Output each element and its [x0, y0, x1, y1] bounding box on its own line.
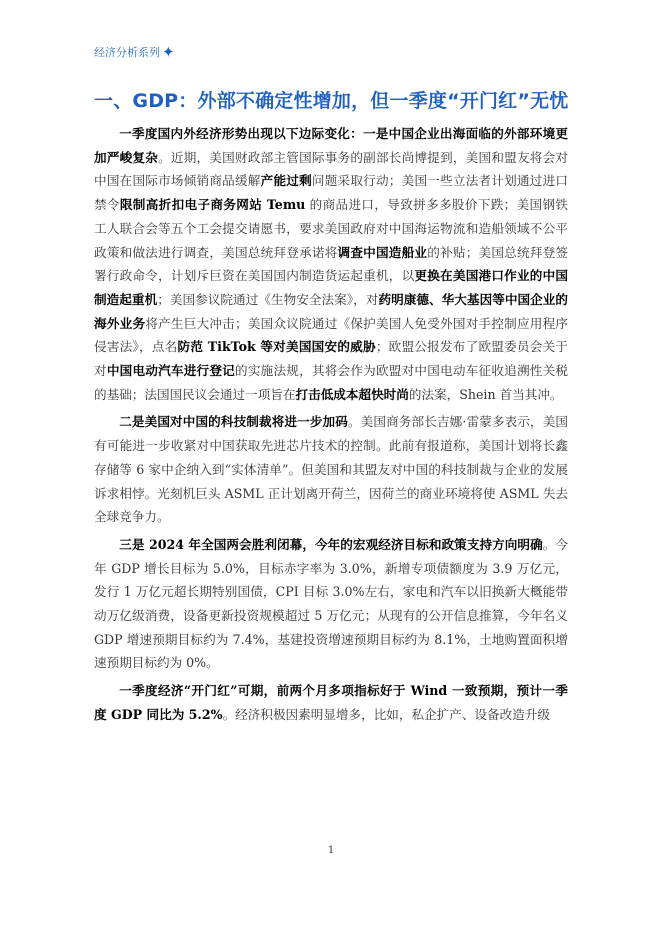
bold-text-run: 调查中国造船业 — [337, 244, 428, 260]
section-title: 一、GDP：外部不确定性增加，但一季度“开门红”无忧 — [94, 90, 569, 112]
bold-text-run: 二是美国对中国的科技制裁将进一步加码 — [119, 414, 348, 430]
page-number: 1 — [327, 845, 335, 856]
bold-text-run: 防范 TikTok 等对美国国安的威胁 — [177, 339, 376, 355]
text-run: 的实施法规，其将会作为欧盟对中国电动车征收追溯性关税的基础；法国国民议会通过一项旨在 — [94, 363, 569, 402]
bold-text-run: 打击低成本超快时尚 — [295, 386, 409, 402]
text-run: 的补贴；美国总统拜登签署行政命令，计划斥巨资在美国国内制造货运起重机，以 — [94, 244, 569, 284]
paragraph — [94, 533, 568, 675]
bold-text-run: 三是 2024 年全国两会胜利闭幕，今年的宏观经济目标和政策支持方向明确 — [119, 536, 543, 552]
text-run: 。今年 GDP 增长目标为 5.0%，目标赤字率为 3.0%，新增专项债额度为 3.9 万亿元，发行 1 万亿元超长期特别国债，CPI 目标 3.0%左右，家电和汽车以旧换新大概能带动万亿级消费，设备更新投资规模超过 5 万亿元；从现有的公开信息推算，今年名义 GDP 增速预期目标约为 7.4%，基建投资增速预期目标约为 8.1%，土地购置面积增速预期目标约为 0%。 — [94, 536, 568, 671]
text-run: 的法案，Shein 首当其冲。 — [408, 386, 563, 402]
text-run: 。近期，美国财政部主管国际事务的副部长尚博提到，美国和盟友将会对中国在国际市场倾销商品缓解 — [94, 149, 569, 189]
text-run: 。经济积极因素明显增多，比如，私企扩产、设备改造升级 — [222, 706, 550, 722]
text-run: 的商品进口，导致拼多多股价下跌；美国钢铁工人联合会等五个工会提交请愿书，要求美国政府对中国海运物流和造船领域不公平政策和做法进行调查，美国总统拜登承诺将 — [94, 197, 569, 260]
text-run: ；欧盟公报发布了欧盟委员会关于对 — [94, 339, 569, 379]
paragraph — [94, 410, 568, 529]
series-label: 经济分析系列 — [94, 46, 160, 59]
paragraph — [94, 679, 568, 726]
bold-text-run: 产能过剩 — [260, 173, 312, 189]
text-run: 将产生巨大冲击；美国众议院通过《保护美国人免受外国对手控制应用程序侵害法》，点名 — [94, 315, 569, 355]
bold-text-run: 中国电动汽车进行登记 — [106, 363, 235, 379]
star-icon: ✦ — [162, 42, 175, 61]
bold-text-run: 限制高折扣电子商务网站 Temu — [119, 197, 306, 213]
paragraph — [94, 122, 568, 406]
bold-text-run: 一季度经济“开门红”可期，前两个月多项指标好于 Wind 一致预期，预计一季度 GDP 同比为 5.2% — [94, 683, 568, 722]
text-run: ；美国参议院通过《生物安全法案》，对 — [157, 291, 379, 307]
text-run: 问题采取行动；美国一些立法者计划通过进口禁令 — [94, 173, 569, 213]
bold-text-run: 药明康德、华大基因等中国企业的海外业务 — [94, 291, 568, 331]
text-run: 。美国商务部长吉娜·雷蒙多表示，美国有可能进一步收紧对中国获取先进芯片技术的控制。此前有报道称，美国计划将长鑫存储等 6 家中企纳入到“实体清单”。但美国和其盟友对中国的科技制裁与企业的发展诉求相悖。光刻机巨头 ASML 正计划离开荷兰，因荷兰的商业环境将使 ASML 失去全球竞争力。 — [94, 414, 569, 525]
report-series-header — [94, 44, 175, 60]
bold-text-run: 更换在美国港口作业的中国制造起重机 — [94, 268, 569, 307]
bold-text-run: 一季度国内外经济形势出现以下边际变化：一是中国企业出海面临的外部环境更加严峻复杂 — [94, 126, 568, 165]
body-text — [94, 122, 568, 727]
